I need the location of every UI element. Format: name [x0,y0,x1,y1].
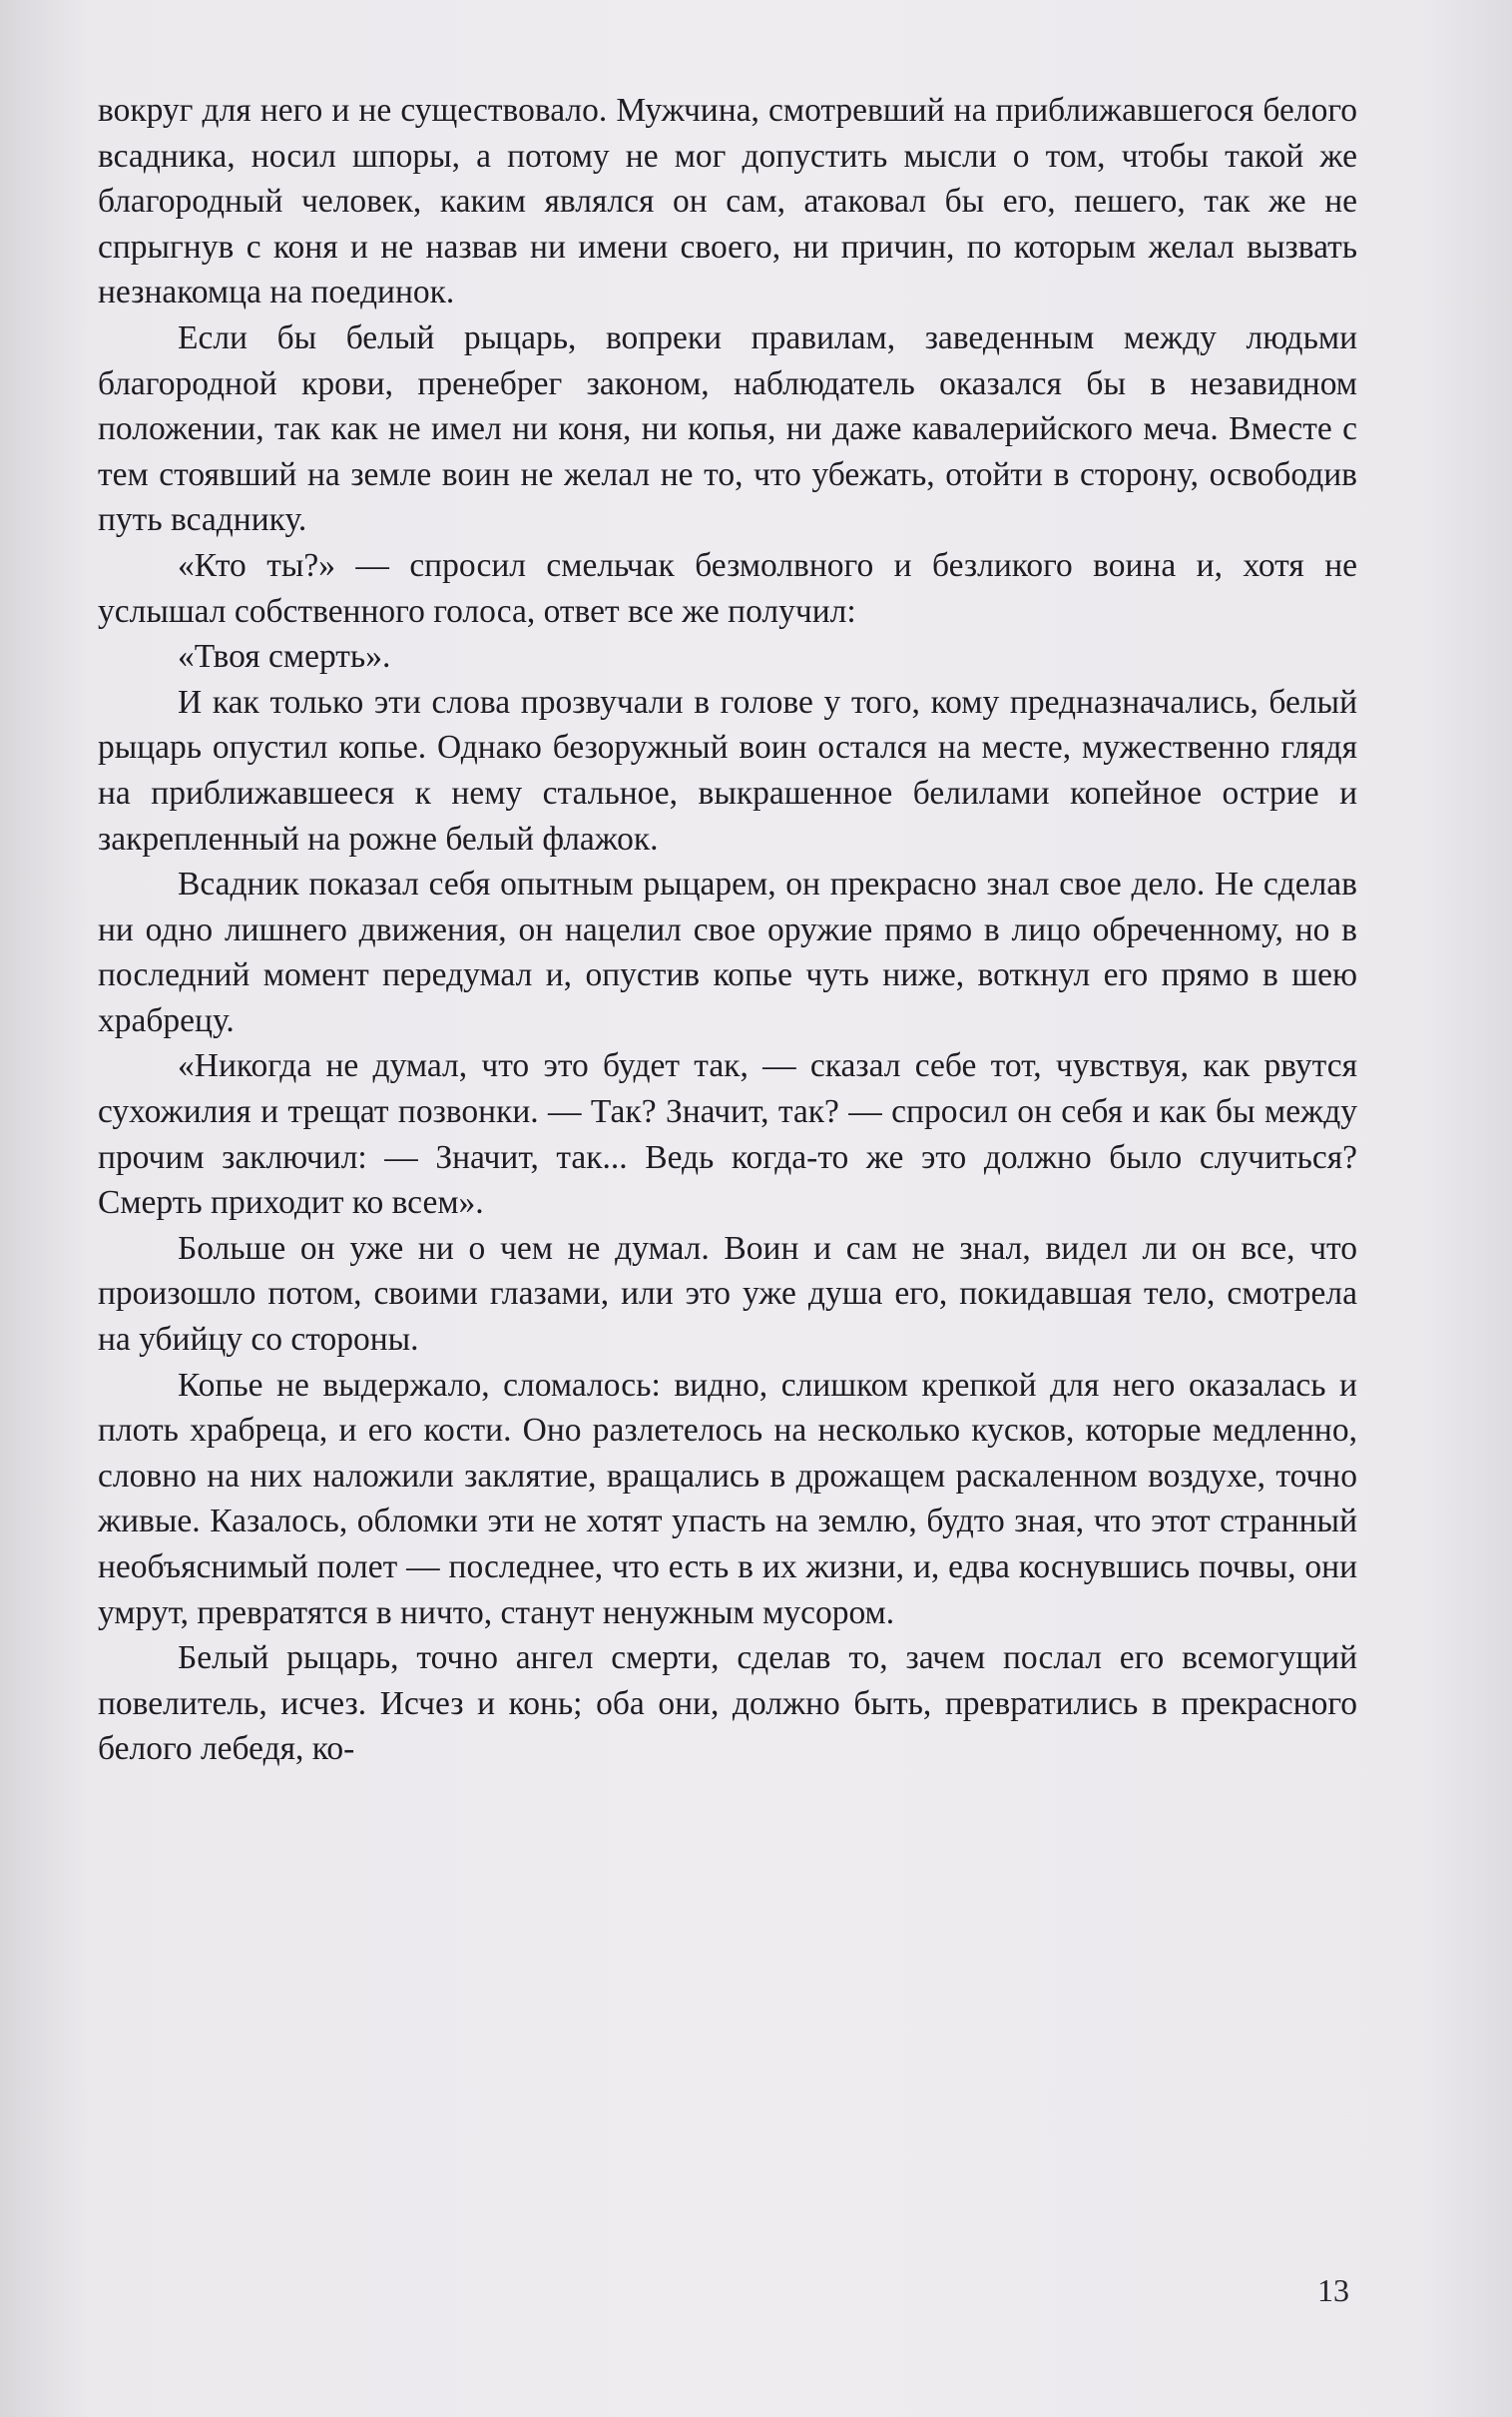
page-number: 13 [1317,2272,1349,2308]
page-text [98,88,1357,1772]
paragraph-3: «Кто ты?» — спросил смельчак безмолвного и безликого воина и, хотя не услышал собственного голоса, ответ все же получил: [98,546,1357,630]
paragraph-4: «Твоя смерть». [178,638,391,676]
paragraph-2: Если бы белый рыцарь, вопреки правилам, заведенным между людьми благородной крови, пренебрег законом, наблюдатель оказался бы в незавидном положении, так как не имел ни коня, ни копья, ни даже кавалерийского меча. Вместе с тем стоявший на земле воин не желал не то, что убежать, отойти в сторону, освободив путь всаднику. [98,318,1357,539]
paragraph-5: И как только эти слова прозвучали в голове у того, кому предназначались, белый рыцарь опустил копье. Однако безоружный воин остался на месте, мужественно глядя на приближавшееся к нему стальное, выкрашенное белилами копейное острие и закрепленный на рожне белый флажок. [98,683,1357,858]
paragraph-6: Всадник показал себя опытным рыцарем, он прекрасно знал свое дело. Не сделав ни одно лишнего движения, он нацелил свое оружие прямо в лицо обреченному, но в последний момент передумал и, опустив копье чуть ниже, воткнул его прямо в шею храбрецу. [98,866,1357,1039]
paragraph-1: вокруг для него и не существовало. Мужчина, смотревший на приближавшегося белого всадника, носил шпоры, а потому не мог допустить мысли о том, чтобы такой же благородный человек, каким являлся он сам, атаковал бы его, пешего, так же не спрыгнув с коня и не назвав ни имени своего, ни причин, по которым желал вызвать незнакомца на поединок. [98,92,1357,311]
paragraph-8: Больше он уже ни о чем не думал. Воин и сам не знал, видел ли он все, что произошло потом, своими глазами, или это уже душа его, покидавшая тело, смотрела на убийцу со стороны. [98,1229,1357,1359]
paragraph-7: «Никогда не думал, что это будет так, — сказал себе тот, чувствуя, как рвутся сухожилия и трещат позвонки. — Так? Значит, так? — спросил он себя и как бы между прочим заключил: — Значит, так... Ведь когда-то же это должно было случиться? Смерть приходит ко всем». [98,1047,1357,1222]
paragraph-9: Копье не выдержало, сломалось: видно, слишком крепкой для него оказалась и плоть храбреца, и его кости. Оно разлетелось на несколько кусков, которые медленно, словно на них наложили заклятие, вращались в дрожащем раскаленном воздухе, точно живые. Казалось, обломки эти не хотят упасть на землю, будто зная, что этот странный необъяснимый полет — последнее, что есть в их жизни, и, едва коснувшись почвы, они умрут, превратятся в ничто, станут ненужным мусором. [98,1366,1357,1631]
paragraph-10: Белый рыцарь, точно ангел смерти, сделав то, зачем послал его всемогущий повелитель, исчез. Исчез и конь; оба они, должно быть, превратились в прекрасного белого лебедя, ко- [98,1639,1357,1768]
